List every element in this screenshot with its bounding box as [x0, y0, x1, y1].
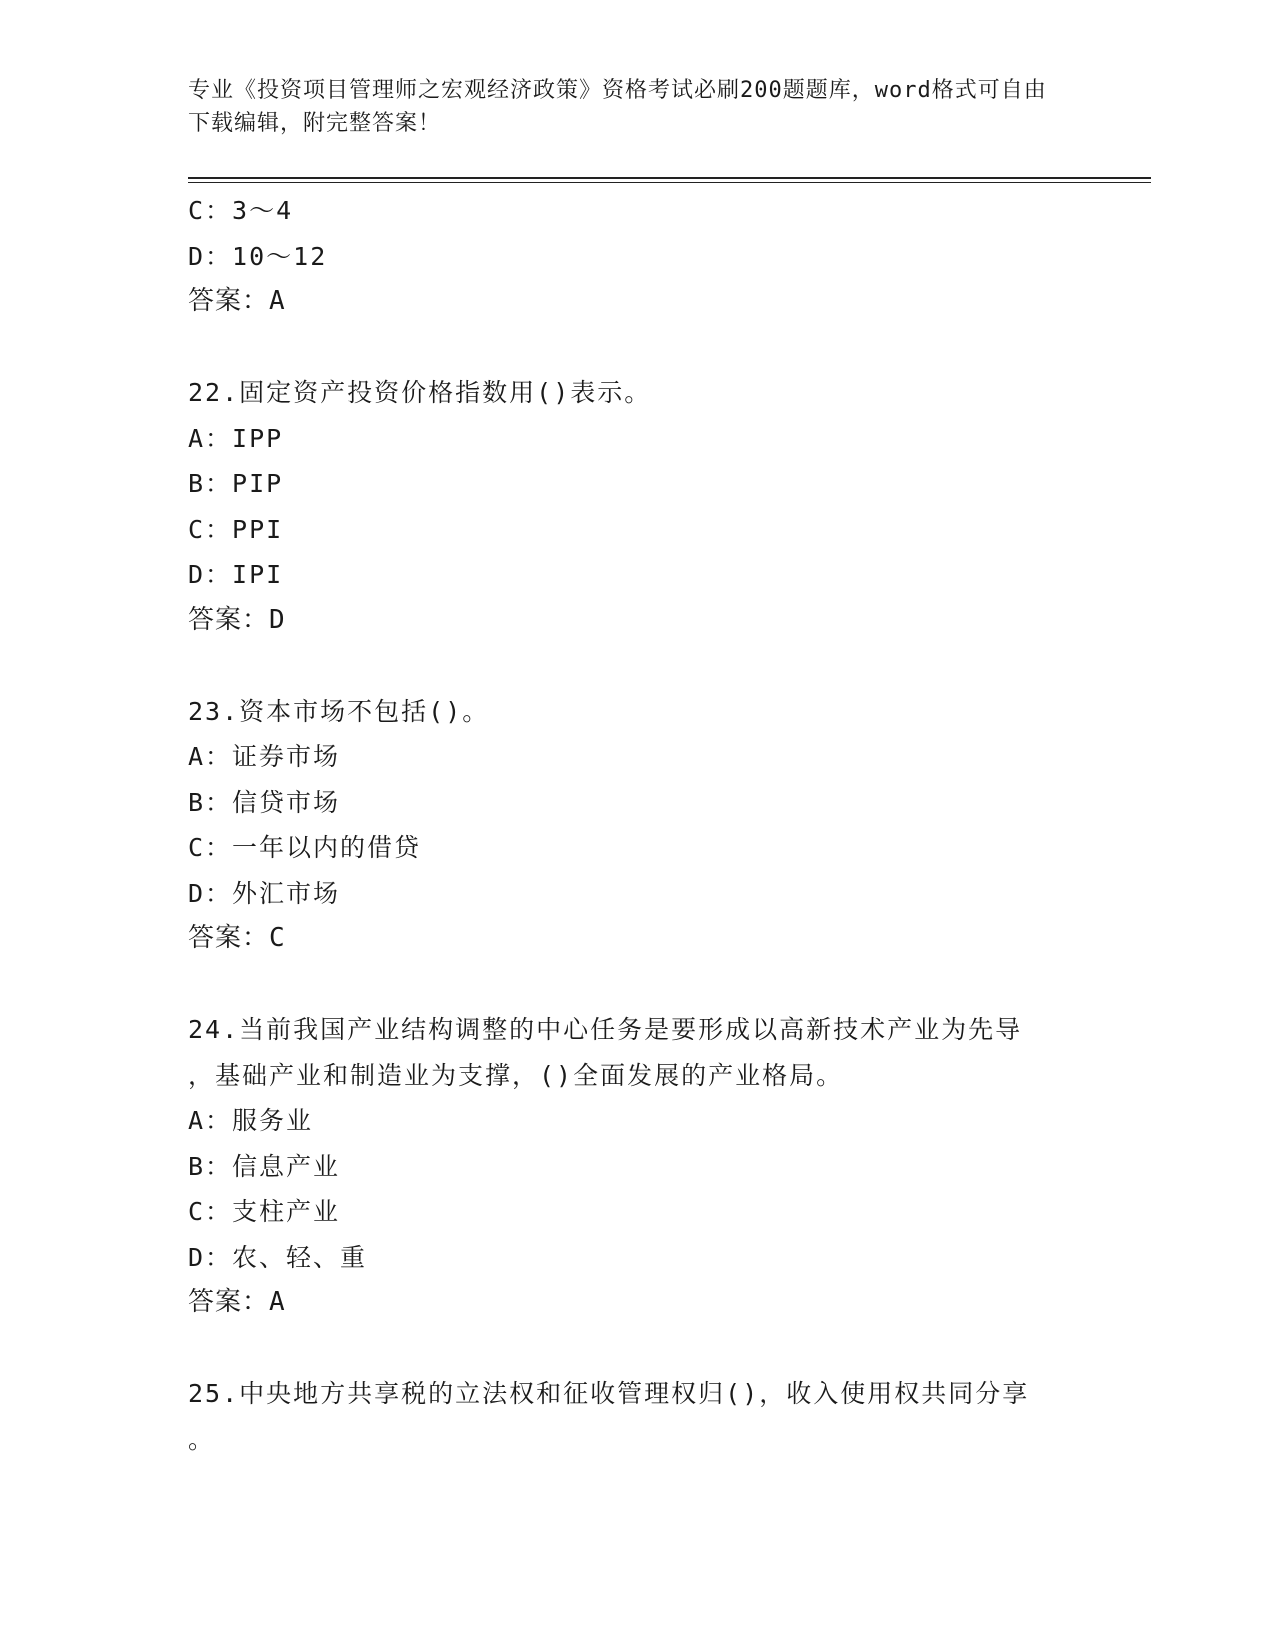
- option-line: C：3～4: [188, 196, 294, 225]
- answer-line: 答案：D: [188, 604, 286, 635]
- option-line: D：外汇市场: [188, 878, 341, 908]
- answer-line: 答案：A: [188, 286, 286, 316]
- answer-line: 答案：C: [188, 923, 286, 953]
- spacer: [188, 962, 1088, 1008]
- option-line: B：PIP: [188, 469, 284, 498]
- option-line: B：信贷市场: [188, 787, 341, 817]
- option-line: C：PPI: [188, 514, 284, 544]
- question-list: [188, 188, 1088, 1462]
- option-line: A：IPP: [188, 423, 284, 453]
- question-text: 。: [188, 1424, 216, 1454]
- spacer: [188, 325, 1088, 371]
- option-line: C：支柱产业: [188, 1197, 341, 1226]
- question-text: 25.中央地方共享税的立法权和征收管理权归()，收入使用权共同分享: [188, 1379, 1030, 1408]
- option-line: A：服务业: [188, 1106, 314, 1135]
- document-header-title: 专业《投资项目管理师之宏观经济政策》资格考试必刷200题题库，word格式可自由下载编辑，附完整答案！: [188, 78, 1047, 136]
- option-line: A：证券市场: [188, 742, 341, 771]
- question-text: 22.固定资产投资价格指数用()表示。: [188, 378, 652, 407]
- option-line: D：农、轻、重: [188, 1242, 368, 1272]
- header-divider-thin: [188, 182, 1151, 183]
- header-divider-thick: [188, 177, 1151, 179]
- spacer: [188, 1326, 1088, 1372]
- question-text: 23.资本市场不包括()。: [188, 696, 490, 726]
- question-text: ，基础产业和制造业为支撑，()全面发展的产业格局。: [188, 1060, 844, 1090]
- spacer: [188, 643, 1088, 689]
- option-line: D：IPI: [188, 560, 284, 589]
- question-text: 24.当前我国产业结构调整的中心任务是要形成以高新技术产业为先导: [188, 1015, 1023, 1044]
- option-line: C：一年以内的借贷: [188, 833, 422, 862]
- option-line: B：信息产业: [188, 1151, 341, 1181]
- answer-line: 答案：A: [188, 1287, 286, 1317]
- option-line: D：10～12: [188, 241, 328, 271]
